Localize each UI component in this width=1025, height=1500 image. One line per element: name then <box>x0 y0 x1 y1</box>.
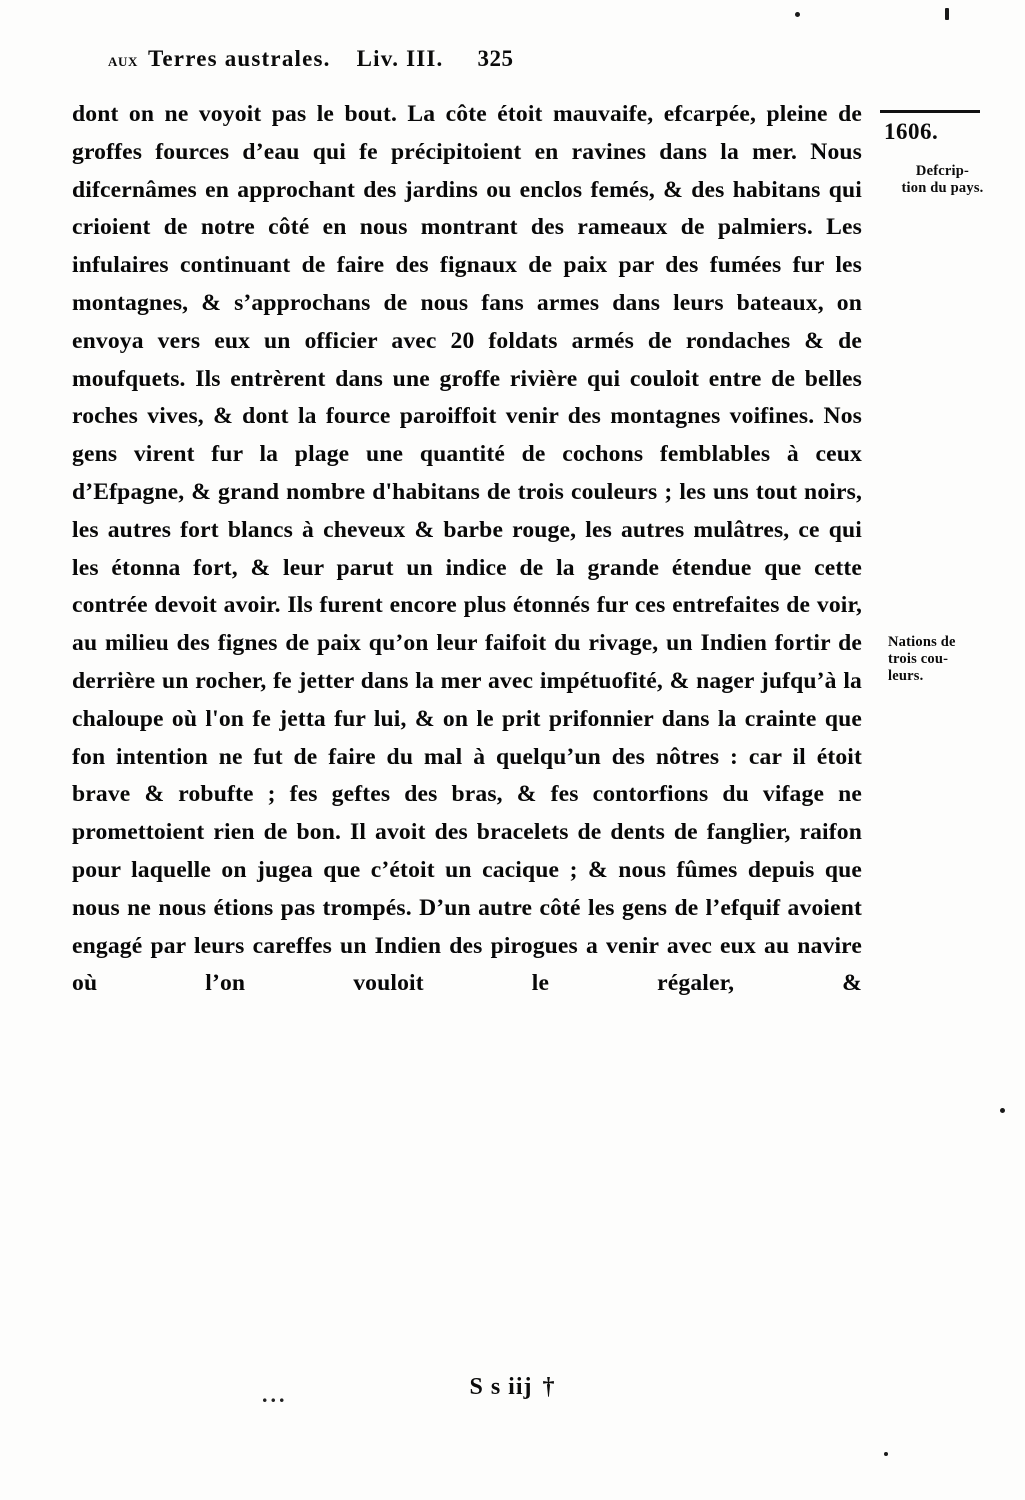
body-column <box>72 96 862 1041</box>
running-head-book: Liv. III. <box>356 46 444 71</box>
margin-note-nations-line1: Nations de <box>888 634 956 650</box>
margin-note-nations-line2: trois cou- <box>888 651 949 667</box>
scan-artifact-dots: ... <box>262 1382 288 1407</box>
dagger-icon: † <box>542 1374 556 1400</box>
sheet-signature <box>0 1374 1025 1401</box>
running-head-aux: aux <box>108 50 138 71</box>
margin-note-nations-line3: leurs. <box>888 668 924 684</box>
margin-note-description-line2: tion du pays. <box>901 180 984 196</box>
running-head <box>108 46 878 72</box>
margin-rail <box>872 96 1012 684</box>
sheet-signature-label: S s iij <box>469 1374 533 1400</box>
margin-rule <box>880 110 980 113</box>
scan-speck <box>945 8 949 20</box>
running-head-title: Terres australes. <box>147 46 331 71</box>
margin-note-description-line1: Defcrip- <box>915 163 970 179</box>
scan-speck <box>795 12 800 17</box>
body-paragraph: dont on ne voyoit pas le bout. La côte étoit mauvaife, efcarpée, pleine de groffes fources d’eau qui fe précipitoient en ravines dans la mer. Nous difcernâmes en approchant des jardins ou enclos femés, & des habitans qui crioient de notre côté en nous montrant des rameaux de palmiers. Les infulaires continuant de faire des fignaux de paix par des fumées fur les montagnes, & s’approchans de nous fans armes dans leurs bateaux, on envoya vers eux un officier avec 20 foldats armés de rondaches & de moufquets. Ils entrèrent dans une groffe rivière qui couloit entre de belles roches vives, & dont la fource paroiffoit venir des montagnes voifines. Nos gens virent fur la plage une quantité de cochons femblables à ceux d’Efpagne, & grand nombre d'habitans de trois couleurs ; les uns tout noirs, les autres fort blancs à cheveux & barbe rouge, les autres mulâtres, ce qui les étonna fort, & leur parut un indice de la grande étendue que cette contrée devoit avoir. Ils furent encore plus étonnés fur ces entrefaites de voir, au milieu des fignes de paix qu’on leur faifoit du rivage, un Indien fortir de derrière un rocher, fe jetter dans la mer avec impétuofité, & nager jufqu’à la chaloupe où l'on fe jetta fur lui, & on le prit prifonnier dans la crainte que fon intention ne fut de faire du mal à quelqu’un des nôtres : car il étoit brave & robufte ; fes geftes des bras, & fes contorfions du vifage ne promettoient rien de bon. Il avoit des bracelets de dents de fanglier, raifon pour laquelle on jugea que c’étoit un cacique ; & nous fûmes depuis que nous ne nous étions pas trompés. D’un autre côté les gens de l’efquif avoient engagé par leurs careffes un Indien des pirogues a venir avec eux au navire où l’on vouloit le régaler, & <box>72 101 862 997</box>
scan-speck <box>1000 1108 1005 1113</box>
scan-speck <box>884 1452 888 1456</box>
margin-note-nations <box>888 634 1013 685</box>
margin-note-description <box>880 163 1005 197</box>
margin-year: 1606. <box>884 119 939 144</box>
page-number: 325 <box>477 46 514 71</box>
